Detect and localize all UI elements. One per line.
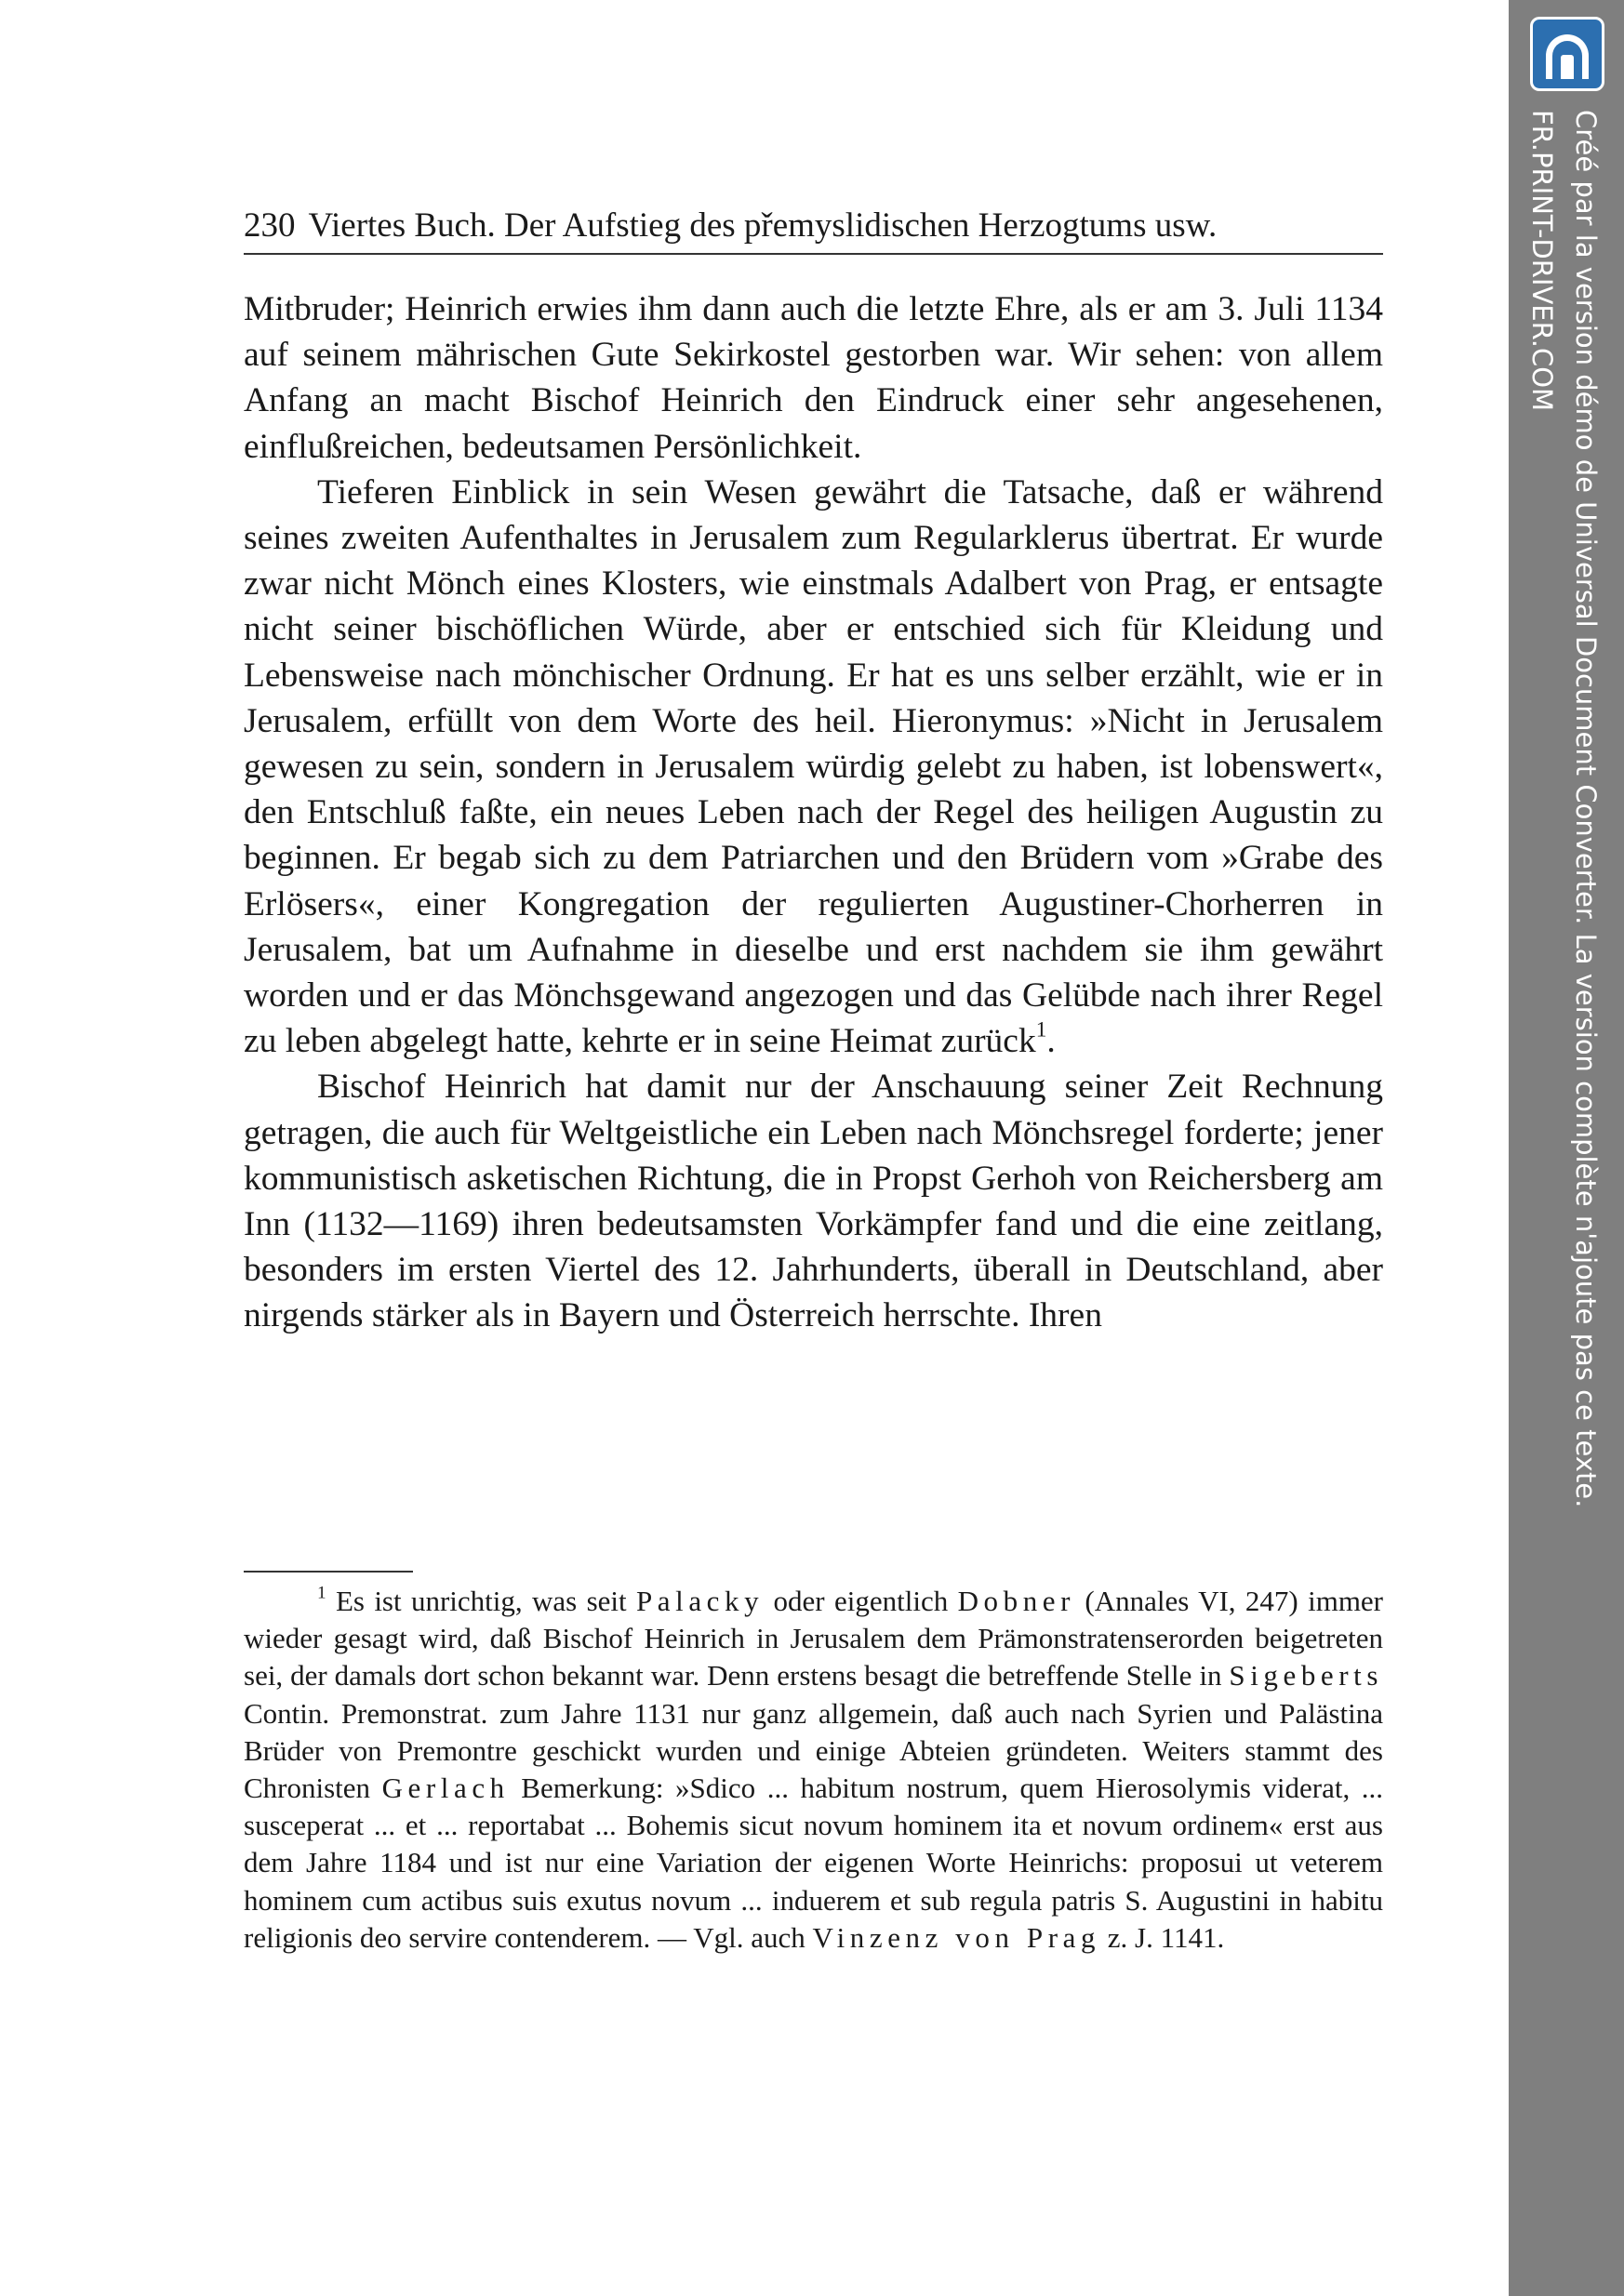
footnote-part-3: (Annales VI, 247) immer wieder gesagt wird, daß Bischof Heinrich in Jerusalem dem Prämonstratenserorden beigetreten sei, der damals dort schon bekannt war. Denn erstens besagt die betreffende Stelle in [244,1585,1384,1692]
paragraph-2-text: Tieferen Einblick in sein Wesen gewährt die Tatsache, daß er während seines zweiten Aufenthaltes in Jerusalem zum Regularklerus übertrat. Er wurde zwar nicht Mönch eines Klosters, wie einstmals Adalbert von Prag, er entsagte nicht seiner bischöflichen Würde, aber er entschied sich für Kleidung und Lebensweise nach mönchischer Ordnung. Er hat es uns selber erzählt, wie er in Jerusalem, erfüllt von dem Worte des heil. Hieronymus: »Nicht in Jerusalem gewesen zu sein, sondern in Jerusalem würdig gelebt zu haben, ist lobenswert«, den Entschluß faßte, ein neues Leben nach der Regel des heiligen Augustin zu beginnen. Er begab sich zu dem Patriarchen und den Brüdern vom »Grabe des Erlösers«, einer Kongregation der regulierten Augustiner-Chorherren in Jerusalem, bat um Aufnahme in dieselbe und erst nachdem sie ihm gewährt worden und er das Mönchsgewand angezogen und das Gelübde nach ihrer Regel zu leben abgelegt hatte, kehrte er in seine Heimat zurück [244,472,1383,1061]
footnote-part-6: z. J. 1141. [1107,1920,1225,1954]
footnote-part-4: Contin. Premonstrat. zum Jahre 1131 nur ganz allgemein, daß auch nach Syrien und Palästina Brüder von Premontre geschickt wurden und einige Abteien gründeten. Weiters stammt des Chronisten [244,1696,1383,1805]
header-rule [244,253,1383,255]
footnote-part-1: Es ist unrichtig, was seit [335,1585,627,1617]
paragraph-2-end: . [1046,1022,1056,1061]
author-name-vinzenz: Vinzenz von Prag [812,1920,1101,1954]
page-number: 230 [244,206,296,245]
footnote-part-5: Bemerkung: »Sdico ... habitum nostrum, quem Hierosolymis viderat, ... susceperat ... et ... reportabat ... Bohemis sicut novum hominem ita et novum ordinem« erst aus dem Jahre 1184 und ist nur eine Variation der eigenen Worte Heinrichs: proposui ut veterem hominem cum actibus suis exutus novum ... induerem et sub regula patris S. Augustini in habitu religionis deo servire contenderem. — Vgl. auch [244,1772,1384,1954]
watermark-text: Créé par la version démo de Universal Document Converter. La version complète n'ajoute pas ce texte. [1570,110,1602,1508]
body-text [244,286,1383,1339]
author-name-gerlach: Gerlach [381,1772,510,1805]
author-name-dobner: Dobner [957,1585,1076,1617]
footnote-text [244,1583,1383,1957]
footnote [244,1583,1383,1957]
logo-bar [1561,55,1574,79]
watermark-url: FR.PRINT-DRIVER.COM [1526,110,1558,412]
footnote-part-2: oder eigentlich [773,1585,949,1617]
author-name-palacky: Palacky [635,1585,765,1617]
paragraph-3: Bischof Heinrich hat damit nur der Anschauung seiner Zeit Rechnung getragen, die auch für Weltgeistliche ein Leben nach Mönchsregel forderte; jener kommunistisch asketischen Richtung, die in Propst Gerhoh von Reichersberg am Inn (1132—1169) ihren bedeutsamsten Vorkämpfer fand und die eine zeitlang, besonders im ersten Viertel des 12. Jahrhunderts, überall in Deutschland, aber nirgends stärker als in Bayern und Österreich herrschte. Ihren [244,1068,1383,1335]
footnote-reference: 1 [1035,1017,1047,1042]
footnote-marker: 1 [317,1583,326,1603]
converter-logo-icon [1530,17,1604,91]
footnote-rule [244,1571,413,1573]
paragraph-2 [244,470,1383,1065]
paragraph-1: Mitbruder; Heinrich erwies ihm dann auch die letzte Ehre, als er am 3. Juli 1134 auf seinem mährischen Gute Sekirkostel gestorben war. Wir sehen: von allem Anfang an macht Bischof Heinrich den Eindruck einer sehr angesehenen, einflußreichen, bedeutsamen Persönlichkeit. [244,290,1383,466]
author-name-sigebert: Sigeberts [1229,1659,1384,1692]
running-header [244,203,1383,249]
running-title: Viertes Buch. Der Aufstieg des přemyslidischen Herzogtums usw. [308,206,1218,245]
